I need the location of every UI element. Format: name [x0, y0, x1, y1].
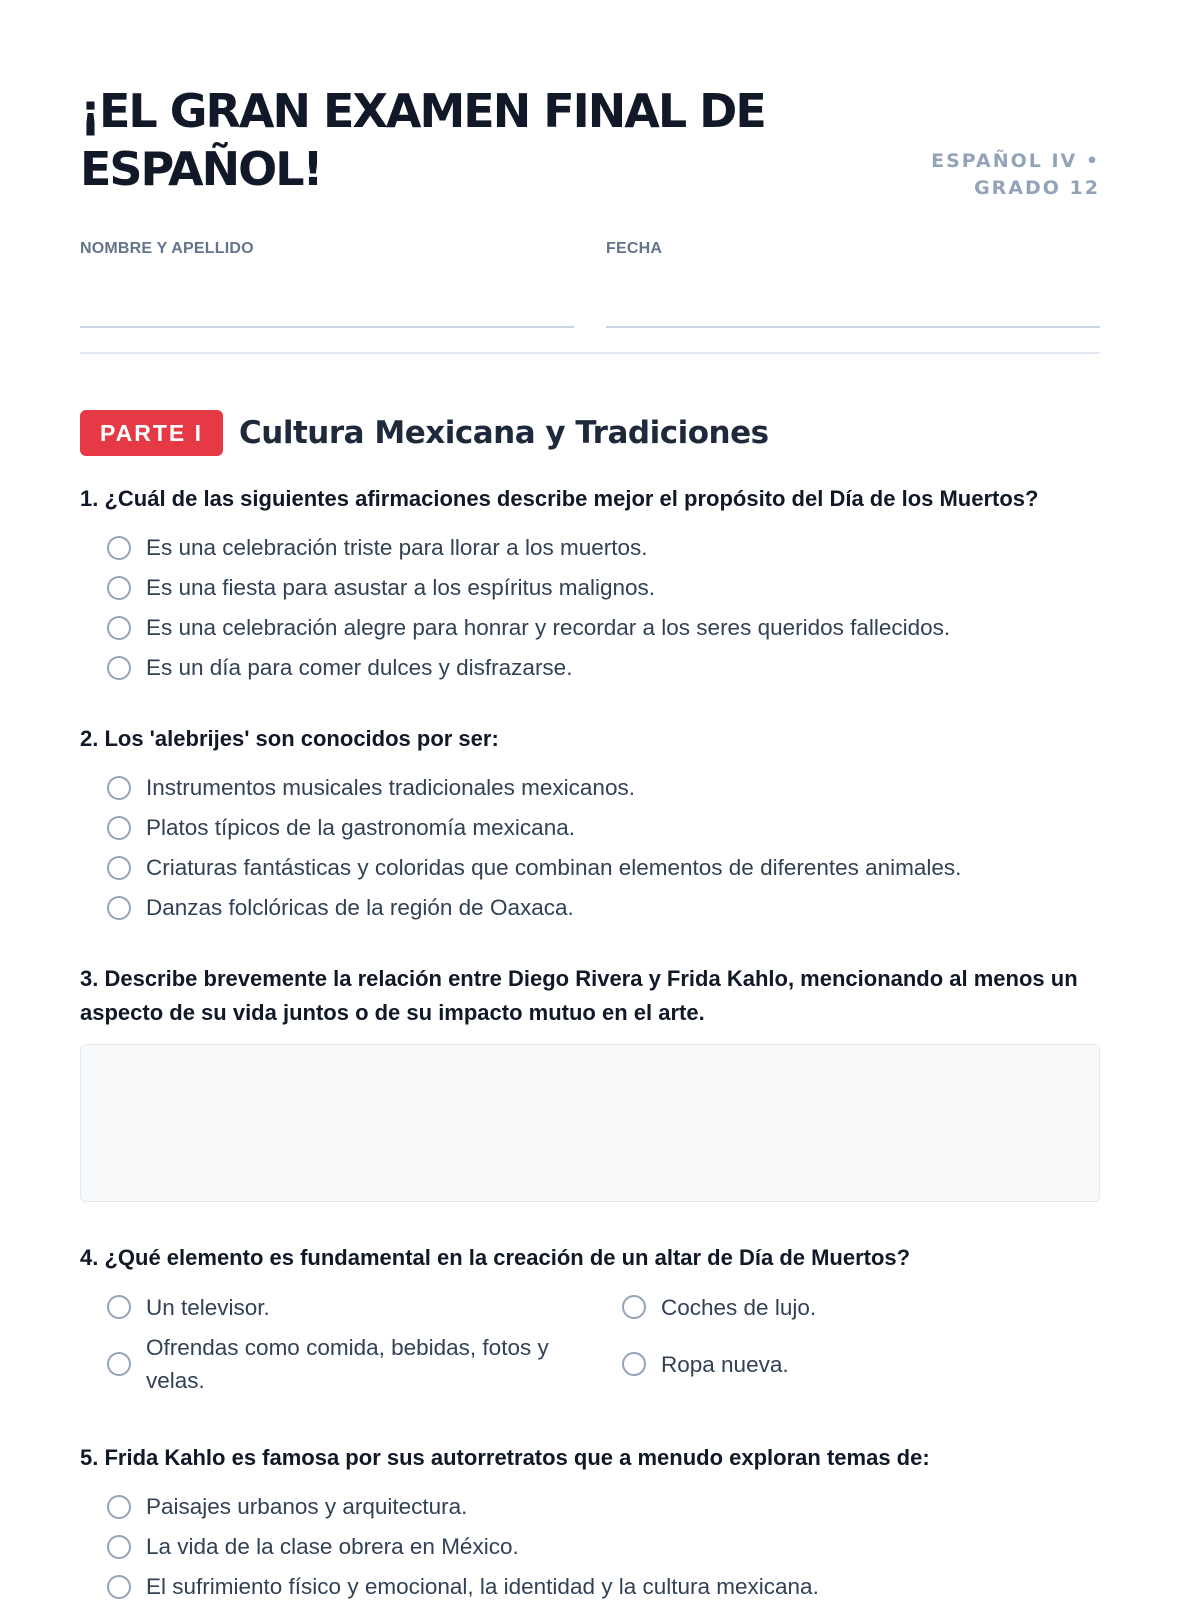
options-grid	[80, 1287, 1100, 1397]
option-label: Instrumentos musicales tradicionales mexicanos.	[146, 775, 635, 800]
options-list	[80, 768, 1100, 928]
option[interactable]	[107, 648, 1100, 688]
option[interactable]	[107, 848, 1100, 888]
option[interactable]	[107, 1487, 1100, 1527]
question-4	[80, 1241, 1100, 1397]
option-label: Ofrendas como comida, bebidas, fotos y velas.	[146, 1335, 549, 1393]
option[interactable]	[107, 1287, 595, 1327]
radio-icon[interactable]	[622, 1295, 646, 1319]
option[interactable]	[622, 1287, 1110, 1327]
course-line: ESPAÑOL IV •	[931, 150, 1100, 172]
name-field-label: NOMBRE Y APELLIDO	[80, 240, 254, 257]
radio-icon[interactable]	[107, 1295, 131, 1319]
question-text: 4. ¿Qué elemento es fundamental en la creación de un altar de Día de Muertos?	[80, 1245, 911, 1270]
radio-icon[interactable]	[107, 616, 131, 640]
radio-icon[interactable]	[107, 576, 131, 600]
option-label: Paisajes urbanos y arquitectura.	[146, 1494, 468, 1519]
option-label: Criaturas fantásticas y coloridas que combinan elementos de diferentes animales.	[146, 855, 962, 880]
option-label: Es una fiesta para asustar a los espíritus malignos.	[146, 575, 656, 600]
question-text: 1. ¿Cuál de las siguientes afirmaciones describe mejor el propósito del Día de los Muertos?	[80, 486, 1039, 511]
option[interactable]	[107, 1527, 1100, 1567]
radio-icon[interactable]	[107, 816, 131, 840]
radio-icon[interactable]	[107, 856, 131, 880]
part-badge: PARTE I	[80, 410, 223, 456]
date-field-label: FECHA	[606, 240, 663, 257]
student-fields	[80, 240, 1100, 326]
part-title: Cultura Mexicana y Tradiciones	[239, 415, 769, 451]
radio-icon[interactable]	[107, 1495, 131, 1519]
answer-textarea[interactable]	[80, 1044, 1100, 1202]
radio-icon[interactable]	[107, 1535, 131, 1559]
radio-icon[interactable]	[107, 536, 131, 560]
option[interactable]	[107, 768, 1100, 808]
option-label: Coches de lujo.	[661, 1294, 817, 1320]
option[interactable]	[107, 528, 1100, 568]
exam-header	[80, 82, 1100, 202]
radio-icon[interactable]	[622, 1352, 646, 1376]
option[interactable]	[622, 1331, 1110, 1397]
option-label: El sufrimiento físico y emocional, la identidad y la cultura mexicana.	[146, 1574, 819, 1599]
course-grade	[931, 148, 1100, 202]
exam-title: ¡EL GRAN EXAMEN FINAL DE ESPAÑOL!	[80, 84, 765, 196]
option[interactable]	[107, 808, 1100, 848]
options-list	[80, 1487, 1100, 1607]
radio-icon[interactable]	[107, 1352, 131, 1376]
option-label: Es una celebración triste para llorar a los muertos.	[146, 535, 648, 560]
option[interactable]	[107, 888, 1100, 928]
radio-icon[interactable]	[107, 1575, 131, 1599]
question-2	[80, 722, 1100, 928]
radio-icon[interactable]	[107, 656, 131, 680]
grade-line: GRADO 12	[974, 177, 1100, 199]
question-1	[80, 482, 1100, 688]
options-list	[80, 528, 1100, 688]
option[interactable]	[107, 568, 1100, 608]
option-label: Es una celebración alegre para honrar y recordar a los seres queridos fallecidos.	[146, 615, 951, 640]
radio-icon[interactable]	[107, 896, 131, 920]
option[interactable]	[107, 1567, 1100, 1607]
option-label: Danzas folclóricas de la región de Oaxaca.	[146, 895, 574, 920]
question-3	[80, 962, 1100, 1202]
option[interactable]	[107, 1331, 595, 1397]
radio-icon[interactable]	[107, 776, 131, 800]
question-text: 2. Los 'alebrijes' son conocidos por ser:	[80, 726, 499, 751]
option-label: Ropa nueva.	[661, 1351, 789, 1377]
name-field[interactable]	[80, 240, 574, 328]
option-label: Platos típicos de la gastronomía mexicana.	[146, 815, 575, 840]
date-field[interactable]	[606, 240, 1100, 328]
option-label: Un televisor.	[146, 1294, 270, 1320]
header-divider	[80, 352, 1100, 354]
option[interactable]	[107, 608, 1100, 648]
option-label: La vida de la clase obrera en México.	[146, 1534, 519, 1559]
question-5	[80, 1441, 1100, 1607]
question-text: 5. Frida Kahlo es famosa por sus autorretratos que a menudo exploran temas de:	[80, 1445, 930, 1470]
part-header	[80, 410, 769, 456]
option-label: Es un día para comer dulces y disfrazarse.	[146, 655, 573, 680]
question-text: 3. Describe brevemente la relación entre Diego Rivera y Frida Kahlo, mencionando al menos un aspecto de su vida juntos o de su impacto mutuo en el arte.	[80, 966, 1078, 1025]
